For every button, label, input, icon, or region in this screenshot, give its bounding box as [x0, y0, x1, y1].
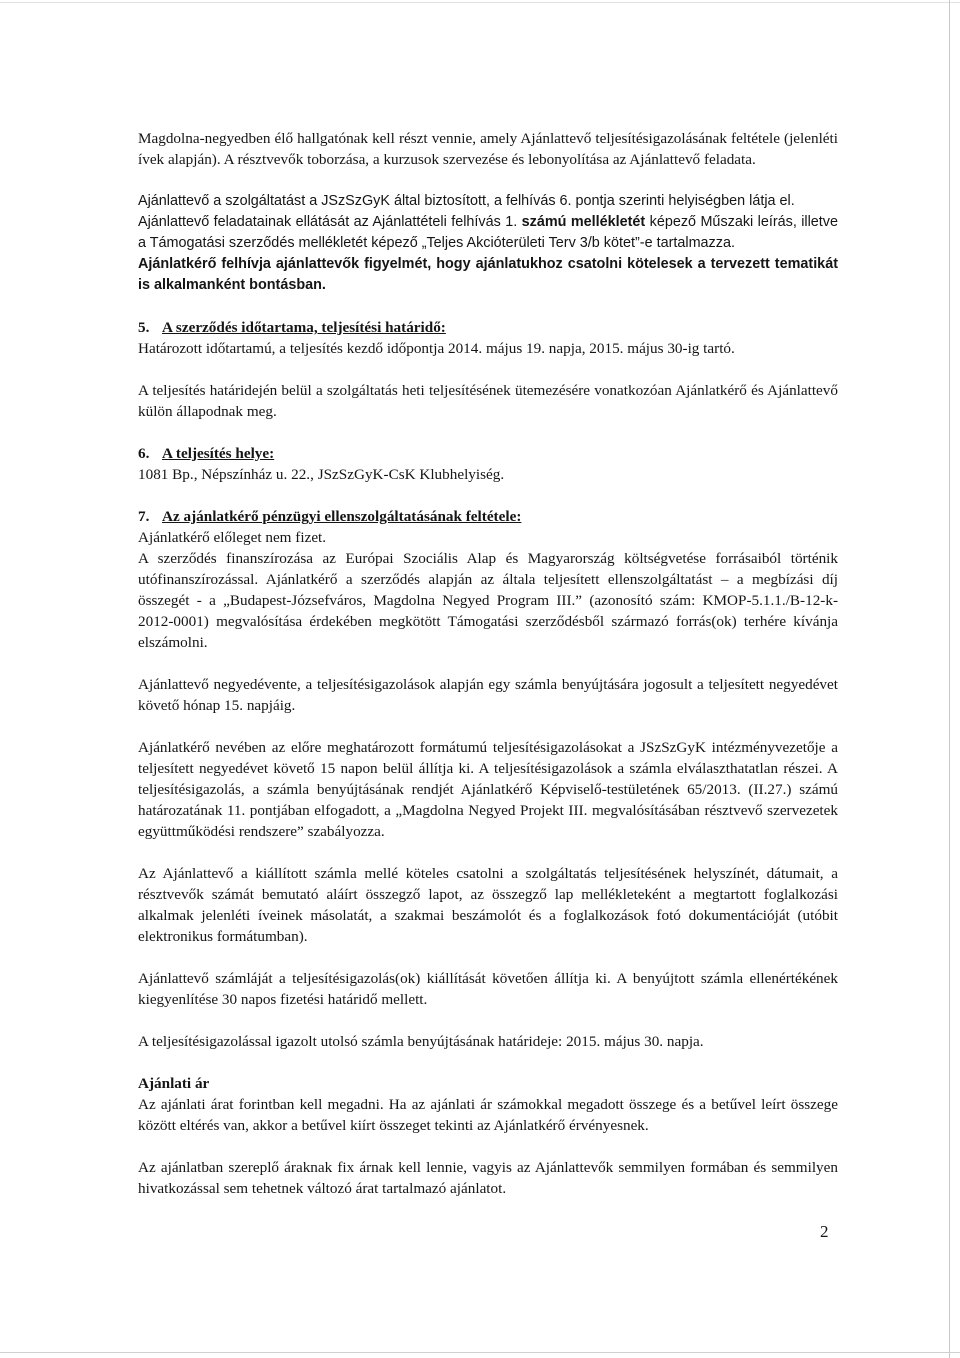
paragraph-attachments: Az Ajánlattevő a kiállított számla mellé köteles csatolni a szolgáltatás teljesítésének helyszínét, dátumait, a résztvevők számát bemutató aláírt összegző lapot, az összegző lap mellékleteként a megtartott foglalkozási alkalmak jelenléti íveinek másolatát, a szakmai beszámolót és a foglalkozások fotó dokumentációját (utóbit elektronikus formátumban). [138, 865, 838, 945]
paragraph-thematic-notice: Ajánlatkérő felhívja ajánlattevők figyelmét, hogy ajánlatukhoz csatolni kötelesek a tervezett tematikát is alkalmanként bontásban. [138, 256, 838, 293]
document-body [138, 128, 838, 1199]
page-number: 2 [820, 1222, 829, 1241]
section-5-body: Határozott időtartamú, a teljesítés kezdő időpontja 2014. május 19. napja, 2015. május 30-ig tartó. [138, 340, 735, 357]
section-5-number: 5. [138, 319, 150, 336]
section-6-number: 6. [138, 445, 150, 462]
section-5-title: A szerződés időtartama, teljesítési határidő: [162, 319, 446, 336]
paragraph-quarterly-invoice: Ajánlattevő negyedévente, a teljesítésigazolások alapján egy számla benyújtására jogosult a teljesített negyedévet követő hónap 15. napjáig. [138, 676, 838, 714]
tasks-text-a: Ajánlattevő feladatainak ellátását az Ajánlattételi felhívás 1. [138, 214, 518, 230]
paragraph-schedule: A teljesítés határidején belül a szolgáltatás heti teljesítésének ütemezésére vonatkozóan Ajánlatkérő és Ajánlattevő külön állapodnak meg. [138, 382, 838, 420]
tasks-text-c: képező Műszaki leírás, illetve a Támogatási szerződés mellékletét képező „Teljes Akcióterületi Terv 3/b kötet”-e tartalmazza. [138, 214, 839, 251]
paragraph-venue: Ajánlattevő a szolgáltatást a JSzSzGyK által biztosított, a felhívás 6. pontja szerinti helyiségben látja el. [138, 193, 795, 209]
scan-bottom-edge [0, 1352, 960, 1353]
section-price-body: Az ajánlati árat forintban kell megadni. Ha az ajánlati ár számokkal megadott összege és a betűvel leírt összege között eltérés van, akkor a betűvel kiírt összeget tekinti az Ajánlatkérő érvényesnek. [138, 1096, 838, 1134]
paragraph-certification: Ajánlatkérő nevében az előre meghatározott formátumú teljesítésigazolásokat a JSzSzGyK intézményvezetője a teljesített negyedévet követő 15 napon belül állítja ki. A teljesítésigazolások a számla elválaszthatatlan részei. A teljesítésigazolás, a számla benyújtásának rendjét Ajánlatkérő Képviselő-testületének 65/2013. (II.27.) számú határozatának 11. pontjában elfogadott, a „Magdolna Negyed Projekt III. megvalósításában résztvevő szervezetek együttműködési rendszere” szabályozza. [138, 739, 838, 840]
section-7-body-financing: A szerződés finanszírozása az Európai Szociális Alap és Magyarország költségvetése forrásaiból történik utófinanszírozással. Ajánlatkérő a szerződés alapján az általa teljesített ellenszolgáltatást – a megbízási díj összegét - a „Budapest-Józsefváros, Magdolna Negyed Program III.” (azonosító szám: KMOP-5.1.1./B-12-k-2012-0001) megvalósítása érdekében megkötött Támogatási szerződésből származó forrás(ok) terhére kívánja elszámolni. [138, 550, 838, 651]
section-6-body: 1081 Bp., Népszínház u. 22., JSzSzGyK-CsK Klubhelyiség. [138, 466, 505, 483]
tasks-text-bold: számú mellékletét [521, 214, 646, 230]
section-6-title: A teljesítés helye: [162, 445, 275, 462]
section-price-title: Ajánlati ár [138, 1075, 210, 1092]
scan-right-edge [949, 0, 950, 1358]
section-7-body-advance: Ajánlatkérő előleget nem fizet. [138, 529, 327, 546]
paragraph-participants: Magdolna-negyedben élő hallgatónak kell részt vennie, amely Ajánlattevő teljesítésigazolásának feltétele (jelenléti ívek alapján). A résztvevők toborzása, a kurzusok szervezése és lebonyolítása az Ajánlattevő feladata. [138, 130, 838, 168]
paragraph-payment-terms: Ajánlattevő számláját a teljesítésigazolás(ok) kiállítását követően állítja ki. A benyújtott számla ellenértékének kiegyenlítése 30 napos fizetési határidő mellett. [138, 970, 838, 1008]
section-5-heading [138, 317, 838, 338]
section-7-number: 7. [138, 508, 150, 525]
paragraph-tasks [138, 212, 838, 254]
section-7-title: Az ajánlatkérő pénzügyi ellenszolgáltatásának feltétele: [162, 508, 522, 525]
paragraph-final-deadline: A teljesítésigazolással igazolt utolsó számla benyújtásának határideje: 2015. május 30. napja. [138, 1033, 704, 1050]
section-6-heading [138, 443, 838, 464]
section-7-heading [138, 506, 838, 527]
paragraph-fixed-price: Az ajánlatban szereplő áraknak fix árnak kell lennie, vagyis az Ajánlattevők semmilyen formában és semmilyen hivatkozással sem tehetnek változó árat tartalmazó ajánlatot. [138, 1159, 838, 1197]
scan-top-edge [0, 2, 960, 3]
